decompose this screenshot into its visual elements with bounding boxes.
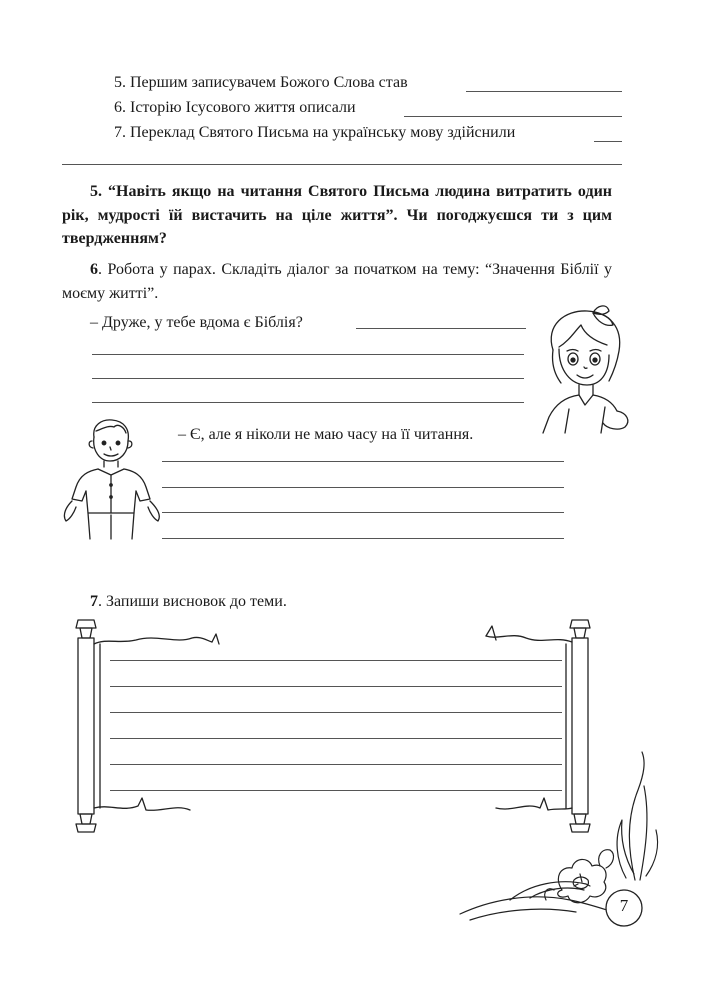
page-number: 7 <box>619 896 629 915</box>
task-7-number: 7 <box>90 593 98 610</box>
task-7-text: . Запиши висновок до теми. <box>98 593 287 610</box>
scroll-line-4[interactable] <box>110 738 562 739</box>
scroll-line-2[interactable] <box>110 686 562 687</box>
dialog-answer-line-6[interactable] <box>162 487 564 488</box>
dialog-answer-line-7[interactable] <box>162 512 564 513</box>
list-item-5: 5. Першим записувачем Божого Слова став <box>114 74 408 91</box>
scroll-line-1[interactable] <box>110 660 562 661</box>
task-5 <box>62 180 612 251</box>
dialog-answer-line-3[interactable] <box>92 378 524 379</box>
dialog-line-1: – Друже, у тебе вдома є Біблія? <box>90 314 303 331</box>
answer-line-item-7b[interactable] <box>62 164 622 165</box>
answer-line-item-6[interactable] <box>404 116 622 117</box>
task-7 <box>90 591 287 613</box>
answer-line-item-7a[interactable] <box>594 141 622 142</box>
dialog-answer-line-1[interactable] <box>356 328 526 329</box>
dialog-answer-line-2[interactable] <box>92 354 524 355</box>
dialog-line-2: – Є, але я ніколи не маю часу на її читання. <box>178 426 474 443</box>
list-item-7: 7. Переклад Святого Письма на українську мову здійснили <box>114 124 516 141</box>
dialog-answer-line-5[interactable] <box>162 461 564 462</box>
answer-line-item-5[interactable] <box>466 91 622 92</box>
task-6 <box>62 258 612 305</box>
dialog-answer-line-8[interactable] <box>162 538 564 539</box>
task-6-number: 6 <box>90 261 98 278</box>
task-6-text: . Робота у парах. Складіть діалог за початком на тему: “Значення Біблії у моєму житті”. <box>62 261 612 302</box>
scroll-line-3[interactable] <box>110 712 562 713</box>
girl-illustration <box>535 305 635 435</box>
boy-illustration <box>58 415 168 540</box>
floral-corner-decoration <box>450 750 720 930</box>
task-5-text: . “Навіть якщо на читання Святого Письма людина витратить один рік, мудрості їй вистачить на ціле життя”. Чи погоджуєшся ти з цим твердженням? <box>62 183 612 247</box>
list-item-6: 6. Історію Ісусового життя описали <box>114 99 356 116</box>
dialog-answer-line-4[interactable] <box>92 402 524 403</box>
task-5-number: 5 <box>90 183 98 200</box>
